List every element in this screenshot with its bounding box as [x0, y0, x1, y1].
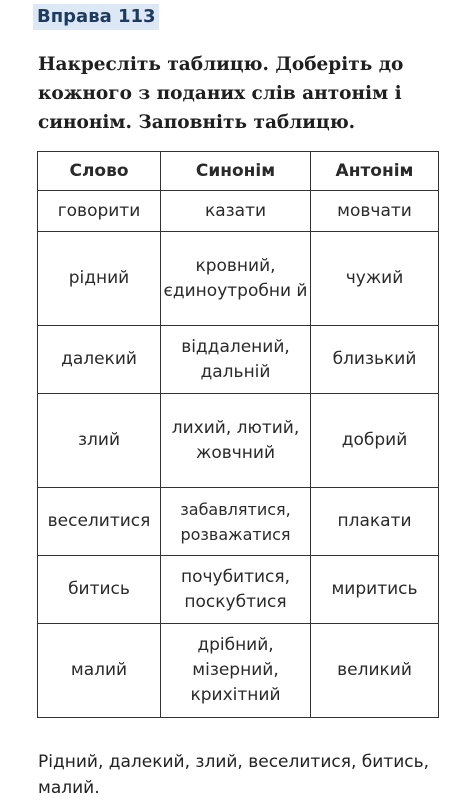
- synonym-cell: дрібний, мізерний, крихітний: [161, 624, 311, 718]
- synonym-antonym-table: [37, 151, 439, 718]
- table-row: [38, 624, 439, 718]
- antonym-cell: плакати: [311, 488, 439, 556]
- synonym-cell: віддалений, дальній: [161, 326, 311, 394]
- antonym-cell: мовчати: [311, 191, 439, 232]
- table-header-row: [38, 152, 439, 191]
- table-row: [38, 556, 439, 624]
- header-synonym: Синонім: [161, 152, 311, 191]
- synonym-cell: почубитися, поскубтися: [161, 556, 311, 624]
- antonym-cell: миритись: [311, 556, 439, 624]
- antonym-cell: чужий: [311, 232, 439, 326]
- word-cell: битись: [38, 556, 161, 624]
- synonym-cell: забавлятися, розважатися: [161, 488, 311, 556]
- word-list-text: Рідний, далекий, злий, веселитися, битись, малий.: [38, 752, 430, 798]
- table-row: [38, 394, 439, 488]
- table-row: [38, 488, 439, 556]
- synonym-cell: казати: [161, 191, 311, 232]
- table-row: [38, 232, 439, 326]
- word-cell: рідний: [38, 232, 161, 326]
- antonym-cell: близький: [311, 326, 439, 394]
- word-cell: говорити: [38, 191, 161, 232]
- header-word: Слово: [38, 152, 161, 191]
- table-row: [38, 191, 439, 232]
- header-antonym: Антонім: [311, 152, 439, 191]
- word-cell: веселитися: [38, 488, 161, 556]
- word-cell: малий: [38, 624, 161, 718]
- exercise-title: Вправа 113: [33, 4, 159, 30]
- synonym-cell: кровний, єдиноутробни й: [161, 232, 311, 326]
- word-cell: злий: [38, 394, 161, 488]
- table-row: [38, 326, 439, 394]
- task-instructions: Накресліть таблицю. Доберіть до кожного з поданих слів антонім і синонім. Заповніть таблицю.: [38, 54, 404, 133]
- antonym-cell: добрий: [311, 394, 439, 488]
- word-cell: далекий: [38, 326, 161, 394]
- antonym-cell: великий: [311, 624, 439, 718]
- synonym-cell: лихий, лютий, жовчний: [161, 394, 311, 488]
